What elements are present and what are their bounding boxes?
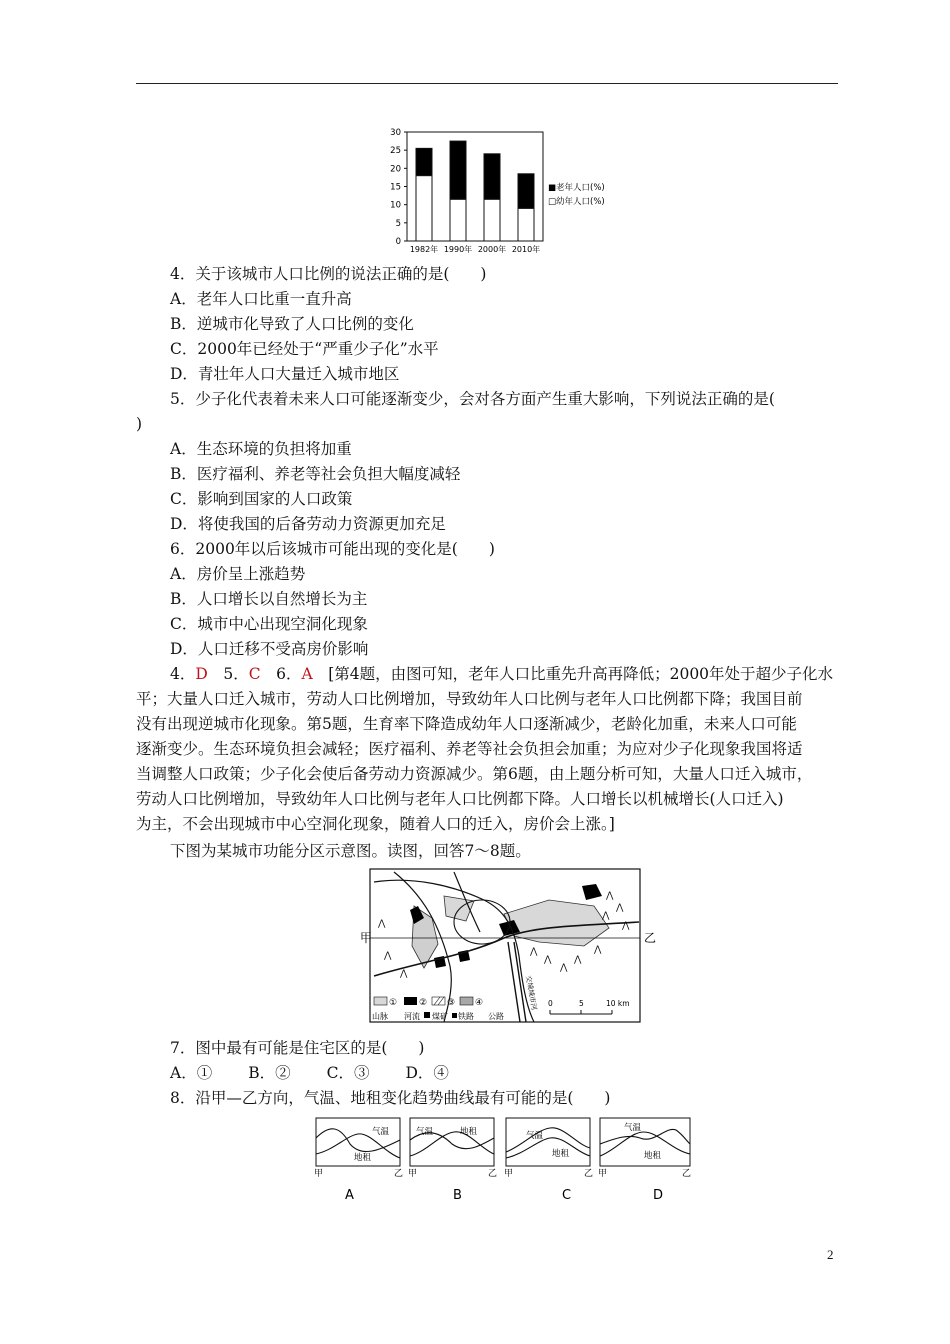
answer-explanation-start: [第4题，由图可知，老年人口比重先升高再降低；2000年处于超少子化水: [328, 665, 834, 683]
bar-old-3: [518, 174, 534, 209]
explanation-line: 劳动人口比例增加，导致幼年人口比例与老年人口比例都下降。人口增长以机械增长(人口迁入): [136, 790, 784, 808]
bar-old-2: [484, 154, 500, 199]
panel-d-label-2: 地租: [644, 1151, 662, 1161]
y-tick-label: 20: [390, 164, 401, 175]
panel-a-label-2: 地租: [354, 1153, 372, 1163]
q7-option-d: D．④: [405, 1064, 449, 1082]
x-tick-label: 2000年: [477, 245, 507, 254]
answer-5-num: 5．: [223, 665, 249, 683]
header-rule: [136, 83, 838, 84]
svg-text:⋀: ⋀: [378, 919, 386, 929]
y-tick-label: 30: [390, 128, 401, 138]
page-number: 2: [827, 1247, 834, 1262]
bar-young-3: [518, 208, 534, 241]
explanation-line: 逐渐变少。生态环境负担会减轻；医疗福利、养老等社会负担会加重；为应对少子化现象我国将适: [136, 740, 803, 758]
panel-c-label-2: 地租: [552, 1149, 570, 1159]
q5-option-c: C．影响到国家的人口政策: [170, 490, 353, 508]
q5-option-b: B．医疗福利、养老等社会负担大幅度减轻: [170, 465, 461, 483]
population-bar-chart: [372, 124, 652, 256]
scale-5: 5: [579, 999, 584, 1008]
svg-text:⋀: ⋀: [400, 969, 408, 979]
panel-c-label-1: 气温: [526, 1131, 544, 1141]
panel-d: [598, 1118, 691, 1203]
panel-b-label-1: 气温: [416, 1127, 434, 1137]
y-tick-label: 15: [390, 182, 401, 193]
legend-zone-4: ④: [475, 998, 484, 1008]
svg-text:⋀: ⋀: [384, 951, 392, 961]
scale-0: 0: [548, 999, 553, 1008]
svg-text:⋀: ⋀: [574, 955, 582, 965]
answer-6: A: [301, 665, 313, 683]
x-tick-label: 1990年: [443, 245, 473, 254]
panel-b-start: 甲: [408, 1169, 418, 1179]
q4-option-d: D．青壮年人口大量迁入城市地区: [170, 365, 400, 383]
panel-b-letter: B: [453, 1188, 462, 1203]
svg-text:⋀: ⋀: [622, 921, 630, 931]
legend-zone-2: ②: [419, 998, 428, 1008]
q8-stem: 8．沿甲—乙方向，气温、地租变化趋势曲线最有可能的是( ): [170, 1089, 611, 1107]
explanation-line: 没有出现逆城市化现象。第5题，生育率下降造成幼年人口逐渐减少，老龄化加重，未来人口可能: [136, 715, 797, 733]
chart-legend: [548, 182, 605, 207]
q6-option-c: C．城市中心出现空洞化现象: [170, 615, 368, 633]
x-tick-label: 2010年: [511, 245, 541, 254]
panel-d-letter: D: [653, 1188, 664, 1203]
panel-b-end: 乙: [488, 1169, 498, 1179]
bar-young-1: [450, 199, 466, 241]
q5-option-d: D．将使我国的后备劳动力资源更加充足: [170, 515, 446, 533]
answer-6-num: 6．: [276, 665, 302, 683]
q6-option-b: B．人口增长以自然增长为主: [170, 590, 368, 608]
explanation-line: 为主，不会出现城市中心空洞化现象，随着人口的迁入，房价会上涨。]: [136, 815, 615, 833]
q4-option-c: C．2000年已经处于“严重少子化”水平: [170, 340, 439, 358]
bar-young-0: [416, 176, 432, 241]
city-zone-map: [354, 866, 670, 1028]
panel-a-letter: A: [345, 1188, 354, 1203]
q6-option-d: D．人口迁移不受高房价影响: [170, 640, 369, 658]
q5-option-a: A．生态环境的负担将加重: [170, 440, 352, 458]
q6-stem: 6．2000年以后该城市可能出现的变化是( ): [170, 540, 495, 558]
explanation-line: 当调整人口政策；少子化会使后备劳动力资源减少。第6题，由上题分析可知，大量人口迁入城市，: [136, 765, 813, 783]
answer-4: D: [195, 665, 208, 683]
river-label: 交城城市河: [524, 974, 538, 1011]
q7-option-b: B．②: [248, 1064, 291, 1082]
q7-option-a: A．①: [170, 1064, 213, 1082]
explanation-line: 平；大量人口迁入城市，劳动人口比例增加，导致幼年人口比例与老年人口比例都下降；我国目前: [136, 690, 803, 708]
legend-railway: 铁路: [458, 1012, 474, 1021]
answer-4-num: 4．: [170, 665, 196, 683]
answer-5: C: [248, 665, 261, 683]
bar-old-1: [450, 141, 466, 199]
legend-river: 河流: [404, 1012, 420, 1021]
q8-curve-panels: [310, 1114, 700, 1210]
svg-text:⋀: ⋀: [560, 963, 568, 973]
bar-old-0: [416, 148, 432, 175]
panel-b-label-2: 地租: [460, 1127, 478, 1137]
panel-a-end: 乙: [394, 1169, 404, 1179]
map-intro: 下图为某城市功能分区示意图。读图，回答7～8题。: [170, 842, 531, 860]
q6-option-a: A．房价呈上涨趋势: [170, 565, 306, 583]
legend-zone-1: ①: [389, 998, 398, 1008]
answer-line-1: [170, 662, 833, 687]
panel-d-end: 乙: [682, 1169, 692, 1179]
q4-stem: 4．关于该城市人口比例的说法正确的是( ): [170, 265, 487, 283]
panel-d-start: 甲: [598, 1169, 608, 1179]
q7-option-c: C．③: [326, 1064, 370, 1082]
svg-text:⋀: ⋀: [530, 947, 538, 957]
jia-label: 甲: [360, 931, 373, 945]
panel-c-letter: C: [562, 1188, 572, 1203]
q5-stem-line2: ): [136, 415, 143, 433]
x-tick-label: 1982年: [409, 245, 439, 254]
panel-a: [314, 1118, 403, 1203]
legend-coal: 煤矿: [432, 1012, 448, 1021]
panel-b: [408, 1118, 497, 1203]
q7-stem: 7．图中最有可能是住宅区的是( ): [170, 1039, 425, 1057]
q4-option-b: B．逆城市化导致了人口比例的变化: [170, 315, 414, 333]
svg-text:⋀: ⋀: [594, 945, 602, 955]
legend-young: □幼年人口(%): [548, 197, 605, 207]
panel-c-end: 乙: [584, 1169, 594, 1179]
yi-label: 乙: [644, 931, 657, 945]
legend-road: 公路: [488, 1012, 504, 1021]
panel-a-start: 甲: [314, 1169, 324, 1179]
svg-text:⋀: ⋀: [616, 903, 624, 913]
q4-option-a: A．老年人口比重一直升高: [170, 290, 352, 308]
q7-options: [170, 1061, 449, 1086]
y-tick-label: 0: [395, 237, 401, 247]
svg-text:⋀: ⋀: [602, 911, 610, 921]
legend-old: ■老年人口(%): [548, 183, 605, 193]
legend-zone-3: ③: [447, 998, 456, 1008]
y-tick-label: 10: [390, 200, 401, 211]
scale-10km: 10 km: [606, 999, 630, 1008]
svg-text:⋀: ⋀: [544, 955, 552, 965]
q5-stem-line1: 5．少子化代表着未来人口可能逐渐变少，会对各方面产生重大影响，下列说法正确的是(: [170, 390, 775, 408]
svg-text:⋀: ⋀: [606, 891, 614, 901]
legend-mountain: 山脉: [372, 1012, 388, 1021]
y-tick-label: 25: [390, 146, 401, 157]
bar-young-2: [484, 199, 500, 241]
panel-c: [504, 1118, 593, 1203]
y-tick-label: 5: [395, 218, 401, 229]
panel-a-label-1: 气温: [372, 1127, 390, 1137]
panel-c-start: 甲: [504, 1169, 514, 1179]
panel-d-label-1: 气温: [624, 1123, 642, 1133]
